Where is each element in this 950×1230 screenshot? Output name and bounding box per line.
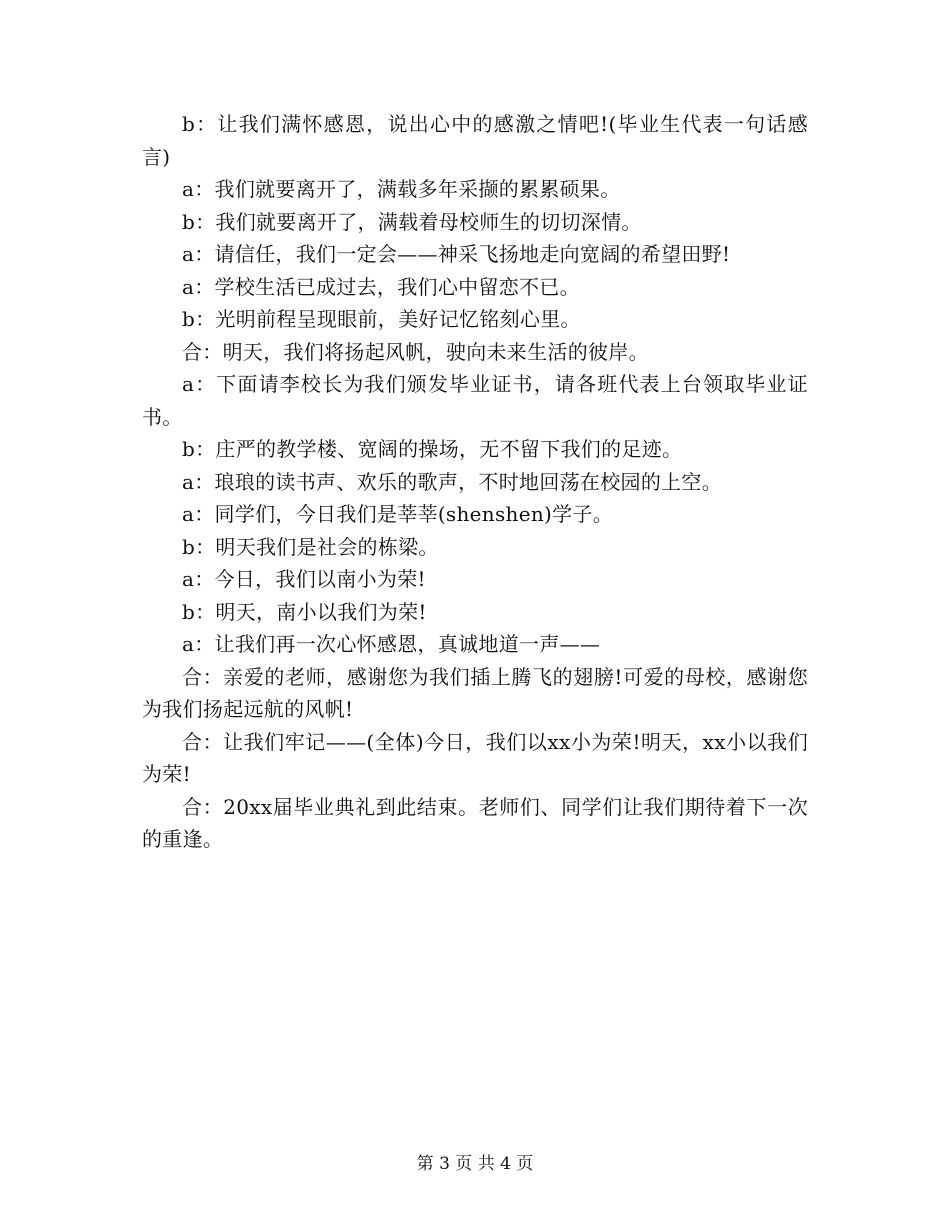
paragraph: a：今日，我们以南小为荣! bbox=[182, 567, 426, 591]
paragraph: 合：20xx届毕业典礼到此结束。老师们、同学们让我们期待着下一次的重逢。 bbox=[142, 794, 808, 851]
paragraph: a：同学们，今日我们是莘莘(shenshen)学子。 bbox=[182, 502, 614, 526]
paragraph: b：我们就要离开了，满载着母校师生的切切深情。 bbox=[182, 209, 642, 234]
document-body bbox=[142, 108, 808, 856]
paragraph: a：让我们再一次心怀感恩，真诚地道一声—— bbox=[182, 632, 601, 656]
paragraph: a：学校生活已成过去，我们心中留恋不已。 bbox=[182, 274, 580, 299]
page-number-footer: 第 3 页 共 4 页 bbox=[416, 1154, 534, 1174]
paragraph: 合：明天，我们将扬起风帆，驶向未来生活的彼岸。 bbox=[182, 339, 649, 364]
paragraph: 合：让我们牢记——(全体)今日，我们以xx小为荣!明天，xx小以我们为荣! bbox=[142, 729, 808, 786]
paragraph: 合：亲爱的老师，感谢您为我们插上腾飞的翅膀!可爱的母校，感谢您为我们扬起远航的风帆! bbox=[142, 664, 808, 721]
paragraph: a：下面请李校长为我们颁发毕业证书，请各班代表上台领取毕业证书。 bbox=[142, 372, 808, 429]
paragraph: a：琅琅的读书声、欢乐的歌声，不时地回荡在校园的上空。 bbox=[182, 469, 723, 494]
paragraph: b：光明前程呈现眼前，美好记忆铭刻心里。 bbox=[182, 307, 581, 331]
paragraph: a：请信任，我们一定会——神采飞扬地走向宽阔的希望田野! bbox=[182, 242, 731, 266]
paragraph: b：让我们满怀感恩，说出心中的感激之情吧!(毕业生代表一句话感言) bbox=[142, 112, 808, 169]
paragraph: a：我们就要离开了，满载多年采撷的累累硕果。 bbox=[182, 177, 621, 201]
paragraph: b：明天，南小以我们为荣! bbox=[182, 599, 427, 624]
paragraph: b：庄严的教学楼、宽阔的操场，无不留下我们的足迹。 bbox=[182, 437, 683, 461]
paragraph: b：明天我们是社会的栋梁。 bbox=[182, 534, 439, 559]
